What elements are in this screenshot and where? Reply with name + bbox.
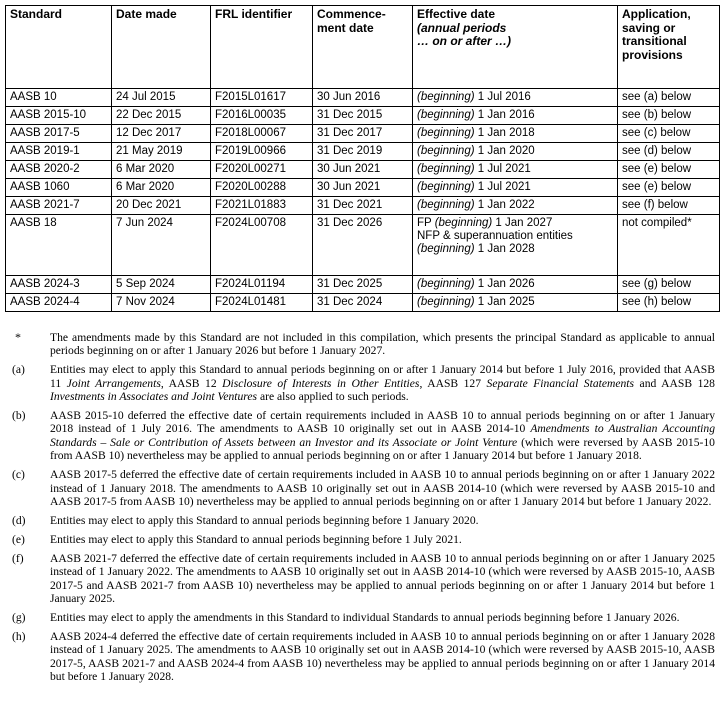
cell-application: see (d) below — [618, 143, 720, 161]
cell-date-made: 6 Mar 2020 — [112, 179, 211, 197]
footnote-text-run: Entities may elect to apply this Standard to annual periods beginning on or after 1 January 2014 but before 1 July 2016, provided that AASB 11 — [50, 363, 715, 390]
column-header-commencement-date-line2: ment date — [317, 20, 374, 35]
cell-application: see (f) below — [618, 197, 720, 215]
cell-application: see (c) below — [618, 125, 720, 143]
cell-date-made: 21 May 2019 — [112, 143, 211, 161]
effective-date-extra-qualifier: (beginning) — [417, 243, 475, 255]
effective-date-value: 1 Jan 2026 — [474, 278, 535, 290]
effective-date-line — [417, 217, 613, 230]
footnote-text: AASB 2017-5 deferred the effective date of certain requirements included in AASB 10 to annual periods beginning on or after 1 January 2022 instead of 1 January 2018. The amendments to AASB 10 originally set out in AASB 2014-10 (which were reversed by AASB 2015-10 and AASB 2017-5 from AASB 10) nevertheless may be applied to annual periods beginning on or after 1 January 2014 but before 1 January 2022. — [50, 468, 715, 508]
cell-frl-identifier: F2024L00708 — [211, 215, 313, 276]
footnote-text: AASB 2021-7 deferred the effective date of certain requirements included in AASB 10 to annual periods beginning on or after 1 January 2025 instead of 1 January 2022. The amendments to AASB 10 originally set out in AASB 2014-10 (which were reversed by AASB 2015-10, AASB 2017-5 and AASB 2021-7 from AASB 10) nevertheless may be applied to annual periods beginning on or after 1 January 2014 but before 1 January 2025. — [50, 551, 715, 605]
table-row — [6, 107, 720, 125]
column-header-application-line3: transitional — [622, 34, 687, 48]
footnote-marker: (h) — [12, 629, 26, 643]
effective-date-value: 1 Jan 2020 — [474, 145, 535, 157]
footnote-marker: (c) — [12, 468, 25, 482]
effective-date-value: 1 Jul 2021 — [474, 163, 531, 175]
cell-date-made: 24 Jul 2015 — [112, 89, 211, 107]
effective-date-value: 1 Jul 2021 — [474, 181, 531, 193]
cell-frl-identifier: F2020L00271 — [211, 161, 313, 179]
effective-date-line — [417, 278, 613, 291]
effective-date-line — [417, 145, 613, 158]
effective-date-line — [417, 163, 613, 176]
table-row — [6, 161, 720, 179]
footnote-marker: (g) — [12, 610, 26, 624]
footnote-marker: (a) — [12, 363, 25, 377]
footnote — [5, 611, 719, 624]
footnote-standard-title: Investments in Associates and Joint Ventures — [50, 390, 258, 404]
effective-date-qualifier: (beginning) — [417, 296, 475, 308]
footnote-text-run: and AASB 128 — [634, 376, 715, 390]
footnote-text: The amendments made by this Standard are not included in this compilation, which presents the principal Standard as applicable to annual periods beginning on or after 1 January 2026 but before 1 January 2027. — [50, 331, 715, 358]
cell-date-made: 6 Mar 2020 — [112, 161, 211, 179]
footnote-standard-title: Separate Financial Statements — [486, 376, 635, 390]
cell-commencement-date: 31 Dec 2024 — [313, 294, 413, 312]
cell-application: see (a) below — [618, 89, 720, 107]
column-header-standard-label: Standard — [10, 7, 63, 21]
effective-date-value: 1 Jan 2027 — [492, 217, 553, 229]
effective-date-extra-value-line — [417, 243, 613, 256]
cell-standard: AASB 1060 — [6, 179, 112, 197]
cell-effective-date — [413, 276, 618, 294]
amending-standards-table — [5, 5, 720, 312]
footnote-marker: (f) — [12, 551, 24, 565]
column-header-date-made — [112, 6, 211, 89]
footnote-marker: * — [15, 330, 21, 344]
table-header — [6, 6, 720, 89]
effective-date-line — [417, 127, 613, 140]
cell-application: see (g) below — [618, 276, 720, 294]
effective-date-extra-value: 1 Jan 2028 — [474, 243, 535, 255]
column-header-effective-date-sub-line2: … on or after …) — [417, 34, 512, 48]
footnote-standard-title: Disclosure of Interests in Other Entities — [222, 376, 420, 390]
footnotes-section — [5, 331, 719, 683]
footnote — [5, 363, 719, 403]
cell-date-made: 7 Jun 2024 — [112, 215, 211, 276]
footnote-text — [50, 363, 715, 403]
cell-standard: AASB 2015-10 — [6, 107, 112, 125]
effective-date-value: 1 Jan 2018 — [474, 127, 535, 139]
cell-effective-date — [413, 197, 618, 215]
column-header-effective-date-label: Effective date — [417, 7, 496, 21]
effective-date-qualifier: (beginning) — [417, 127, 475, 139]
effective-date-qualifier: (beginning) — [417, 199, 475, 211]
effective-date-line — [417, 199, 613, 212]
effective-date-line — [417, 91, 613, 104]
footnote-standard-title: Joint Arrangements — [66, 376, 161, 390]
effective-date-value: 1 Jan 2022 — [474, 199, 535, 211]
column-header-frl-identifier — [211, 6, 313, 89]
cell-standard: AASB 10 — [6, 89, 112, 107]
table-body — [6, 89, 720, 312]
footnote — [5, 514, 719, 527]
cell-commencement-date: 31 Dec 2026 — [313, 215, 413, 276]
cell-standard: AASB 18 — [6, 215, 112, 276]
effective-date-value: 1 Jul 2016 — [474, 91, 531, 103]
cell-application: see (e) below — [618, 161, 720, 179]
column-header-frl-identifier-label: FRL identifier — [215, 7, 293, 21]
column-header-application-line2: saving or — [622, 20, 676, 35]
footnote-text: Entities may elect to apply the amendments in this Standard to individual Standards to annual periods beginning before 1 January 2026. — [50, 610, 680, 624]
cell-frl-identifier: F2024L01481 — [211, 294, 313, 312]
column-header-application-line4: provisions — [622, 47, 683, 62]
footnote — [5, 533, 719, 546]
cell-date-made: 12 Dec 2017 — [112, 125, 211, 143]
column-header-commencement-date-line1: Commence- — [317, 7, 386, 21]
effective-date-value: 1 Jan 2025 — [474, 296, 535, 308]
cell-date-made: 5 Sep 2024 — [112, 276, 211, 294]
footnote-text: AASB 2024-4 deferred the effective date of certain requirements included in AASB 10 to annual periods beginning on or after 1 January 2028 instead of 1 January 2025. The amendments to AASB 10 originally set out in AASB 2014-10 (which were reversed by AASB 2015-10, AASB 2017-5, AASB 2021-7 and AASB 2024-4 from AASB 10) nevertheless may be applied to annual periods beginning on or after 1 January 2014 but before 1 January 2028. — [50, 629, 715, 683]
footnote — [5, 409, 719, 463]
table-row — [6, 215, 720, 276]
effective-date-line — [417, 181, 613, 194]
table-row — [6, 197, 720, 215]
column-header-commencement-date — [313, 6, 413, 89]
cell-effective-date — [413, 294, 618, 312]
cell-effective-date — [413, 89, 618, 107]
footnote-text: Entities may elect to apply this Standard to annual periods beginning before 1 July 2021. — [50, 532, 462, 546]
column-header-standard — [6, 6, 112, 89]
cell-commencement-date: 31 Dec 2025 — [313, 276, 413, 294]
column-header-date-made-label: Date made — [116, 7, 177, 21]
footnote-marker: (b) — [12, 409, 26, 423]
cell-commencement-date: 31 Dec 2015 — [313, 107, 413, 125]
column-header-application-line1: Application, — [622, 7, 691, 21]
column-header-effective-date-sub-line1: (annual periods — [417, 20, 507, 35]
effective-date-qualifier: (beginning) — [417, 145, 475, 157]
cell-frl-identifier: F2020L00288 — [211, 179, 313, 197]
footnote-text-run: are also applied to such periods. — [257, 390, 409, 404]
footnote — [5, 630, 719, 684]
table-row — [6, 179, 720, 197]
cell-commencement-date: 30 Jun 2021 — [313, 161, 413, 179]
cell-commencement-date: 31 Dec 2017 — [313, 125, 413, 143]
cell-standard: AASB 2024-4 — [6, 294, 112, 312]
cell-frl-identifier: F2015L01617 — [211, 89, 313, 107]
footnote-text — [50, 409, 715, 463]
table-row — [6, 294, 720, 312]
effective-date-prefix: FP — [417, 217, 435, 229]
cell-commencement-date: 31 Dec 2019 — [313, 143, 413, 161]
column-header-application — [618, 6, 720, 89]
cell-standard: AASB 2024-3 — [6, 276, 112, 294]
footnote-text-run: , AASB 12 — [160, 376, 223, 390]
cell-frl-identifier: F2019L00966 — [211, 143, 313, 161]
footnote-text-run: , AASB 127 — [419, 376, 487, 390]
footnote-standard-title: Amendments to Australian Accounting Standards – Sale or Contribution of Assets between an Investor and its Associate or Joint Venture — [50, 422, 715, 449]
table-header-row — [6, 6, 720, 89]
cell-frl-identifier: F2018L00067 — [211, 125, 313, 143]
cell-standard: AASB 2017-5 — [6, 125, 112, 143]
footnote — [5, 468, 719, 508]
footnote-text-run: (which were reversed by AASB 2015-10 from AASB 10) nevertheless may be applied to annual periods beginning on or after 1 January 2014 but before 1 January 2018. — [50, 435, 715, 463]
cell-frl-identifier: F2024L01194 — [211, 276, 313, 294]
footnote — [5, 552, 719, 606]
effective-date-value: 1 Jan 2016 — [474, 109, 535, 121]
cell-effective-date — [413, 161, 618, 179]
effective-date-qualifier: (beginning) — [417, 109, 475, 121]
cell-effective-date — [413, 107, 618, 125]
cell-effective-date — [413, 143, 618, 161]
effective-date-qualifier: (beginning) — [434, 217, 493, 229]
footnote-text-run: AASB 2015-10 deferred the effective date of certain requirements included in AASB 10 to annual periods beginning on or after 1 January 2018 instead of 1 July 2016. The amendments to AASB 10 originally set out in AASB 2014-10 — [50, 409, 715, 436]
footnote — [5, 331, 719, 358]
table-row — [6, 276, 720, 294]
effective-date-qualifier: (beginning) — [417, 181, 475, 193]
table-row — [6, 143, 720, 161]
cell-effective-date — [413, 215, 618, 276]
cell-frl-identifier: F2016L00035 — [211, 107, 313, 125]
effective-date-qualifier: (beginning) — [417, 163, 475, 175]
cell-standard: AASB 2021-7 — [6, 197, 112, 215]
footnote-marker: (d) — [12, 513, 26, 527]
effective-date-qualifier: (beginning) — [417, 91, 475, 103]
cell-frl-identifier: F2021L01883 — [211, 197, 313, 215]
cell-effective-date — [413, 179, 618, 197]
cell-application: not compiled* — [618, 215, 720, 276]
cell-application: see (h) below — [618, 294, 720, 312]
cell-date-made: 7 Nov 2024 — [112, 294, 211, 312]
cell-application: see (e) below — [618, 179, 720, 197]
cell-date-made: 20 Dec 2021 — [112, 197, 211, 215]
cell-commencement-date: 30 Jun 2021 — [313, 179, 413, 197]
footnote-text: Entities may elect to apply this Standard to annual periods beginning before 1 January 2020. — [50, 513, 479, 527]
cell-standard: AASB 2019-1 — [6, 143, 112, 161]
cell-commencement-date: 31 Dec 2021 — [313, 197, 413, 215]
table-row — [6, 89, 720, 107]
effective-date-qualifier: (beginning) — [417, 278, 475, 290]
cell-date-made: 22 Dec 2015 — [112, 107, 211, 125]
cell-effective-date — [413, 125, 618, 143]
column-header-effective-date — [413, 6, 618, 89]
table-row — [6, 125, 720, 143]
cell-commencement-date: 30 Jun 2016 — [313, 89, 413, 107]
effective-date-line — [417, 296, 613, 309]
cell-standard: AASB 2020-2 — [6, 161, 112, 179]
cell-application: see (b) below — [618, 107, 720, 125]
effective-date-line — [417, 109, 613, 122]
footnote-marker: (e) — [12, 532, 25, 546]
effective-date-extra-line: NFP & superannuation entities — [417, 230, 573, 242]
